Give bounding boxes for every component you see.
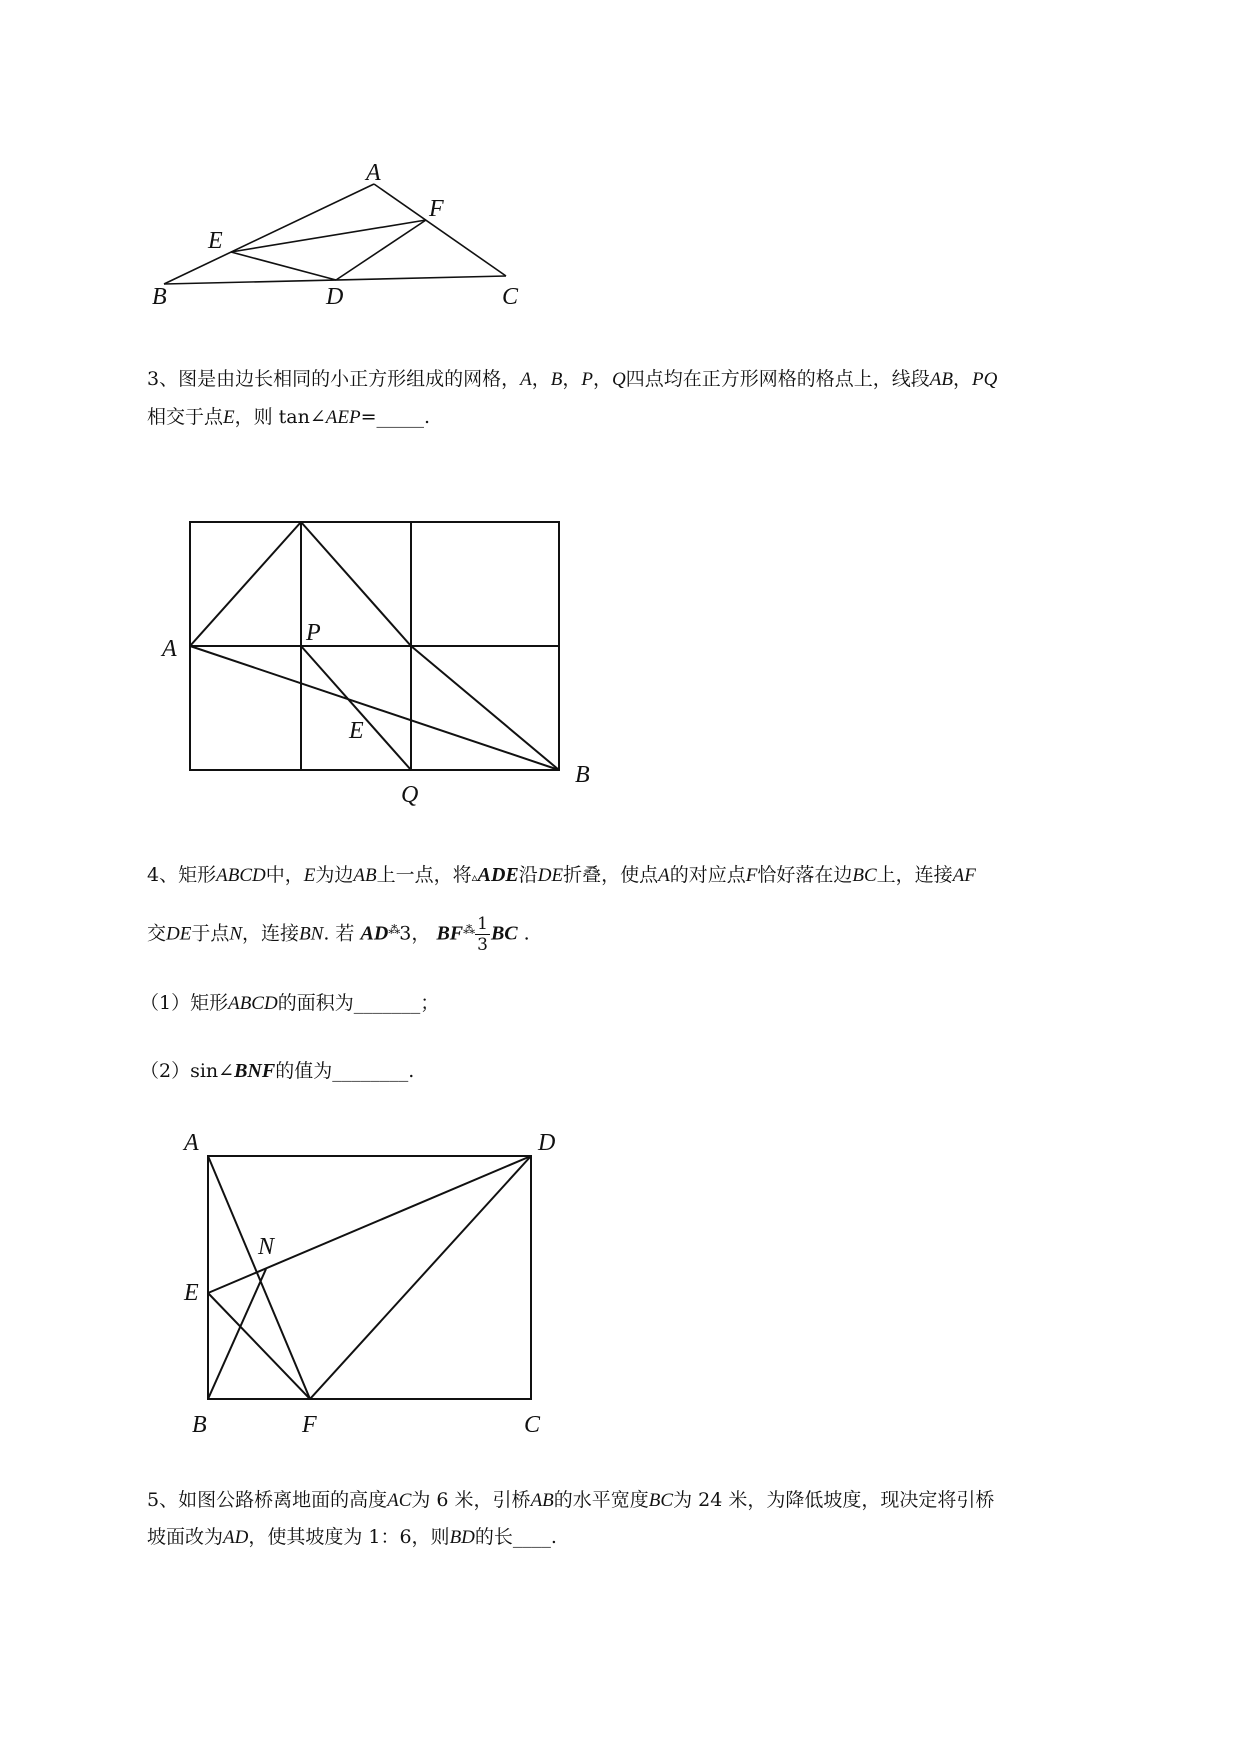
segment-DF bbox=[310, 1156, 531, 1399]
segment bbox=[190, 522, 301, 646]
point-label-D: D bbox=[326, 284, 344, 310]
point-label-A: A bbox=[162, 636, 177, 662]
answer-blank: _____ bbox=[376, 406, 425, 428]
equals-symbol: ⁂ bbox=[388, 922, 400, 937]
question-5-line-2: 坡面改为AD，使其坡度为 1：6，则BD的长____. bbox=[147, 1522, 557, 1553]
point-label-P: P bbox=[306, 620, 321, 646]
segment-PQ bbox=[301, 646, 411, 770]
question-3-line-1: 3、图是由边长相同的小正方形组成的网格，A，B，P，Q四点均在正方形网格的格点上，线段AB，PQ bbox=[147, 368, 998, 390]
question-4-line-2: 交DE于点N，连接BN. 若 AD⁂3， BF⁂ $\frac{1}{3}$ BC . bbox=[147, 914, 530, 955]
question-5-line-1: 5、如图公路桥离地面的高度AC为 6 米，引桥AB的水平宽度BC为 24 米，为降低坡度，现决定将引桥 bbox=[147, 1489, 995, 1511]
segment-ED bbox=[231, 252, 336, 280]
question-3-line-2: 相交于点E，则 tan∠AEP=_____. bbox=[147, 402, 430, 433]
segment bbox=[411, 646, 559, 770]
point-label-A: A bbox=[184, 1130, 199, 1156]
question-4-sub-2: （2）sin∠BNF的值为________. bbox=[140, 1056, 414, 1086]
segment-EF bbox=[231, 220, 426, 252]
answer-blank: _______ bbox=[353, 992, 421, 1014]
triangle-figure bbox=[150, 160, 550, 320]
answer-blank: ____ bbox=[512, 1526, 551, 1548]
point-label-C: C bbox=[502, 284, 519, 310]
segment-ED bbox=[208, 1156, 531, 1293]
point-label-N: N bbox=[258, 1234, 275, 1260]
point-label-F: F bbox=[302, 1412, 317, 1438]
point-label-E: E bbox=[349, 718, 364, 744]
point-label-B: B bbox=[192, 1412, 207, 1438]
answer-blank: ________ bbox=[332, 1060, 409, 1082]
point-label-D: D bbox=[538, 1130, 556, 1156]
grid-figure bbox=[140, 500, 600, 810]
point-label-C: C bbox=[524, 1412, 541, 1438]
rectangle-ABCD bbox=[208, 1156, 531, 1399]
question-number: 3、 bbox=[147, 368, 179, 390]
question-number: 5、 bbox=[147, 1489, 179, 1511]
segment-EF bbox=[208, 1293, 310, 1399]
point-label-B: B bbox=[575, 762, 590, 788]
point-label-B: B bbox=[152, 284, 167, 310]
question-4-line-1: 4、矩形ABCD中，E为边AB上一点，将▵ADE沿DE折叠，使点A的对应点F恰好落在边BC上，连接AF bbox=[147, 864, 976, 886]
point-label-A: A bbox=[366, 160, 381, 186]
rectangle-figure bbox=[170, 1120, 590, 1440]
equals-symbol: ⁂ bbox=[463, 922, 475, 937]
point-label-E: E bbox=[208, 228, 223, 254]
point-label-F: F bbox=[429, 196, 444, 222]
segment-AB bbox=[190, 646, 559, 770]
fraction-one-third: $\frac{1}{3}$ bbox=[477, 914, 488, 955]
question-number: 4、 bbox=[147, 864, 179, 886]
point-label-Q: Q bbox=[401, 782, 419, 808]
segment-DF bbox=[336, 220, 426, 280]
point-label-E: E bbox=[184, 1280, 199, 1306]
question-4-sub-1: （1）矩形ABCD的面积为_______； bbox=[140, 988, 439, 1019]
